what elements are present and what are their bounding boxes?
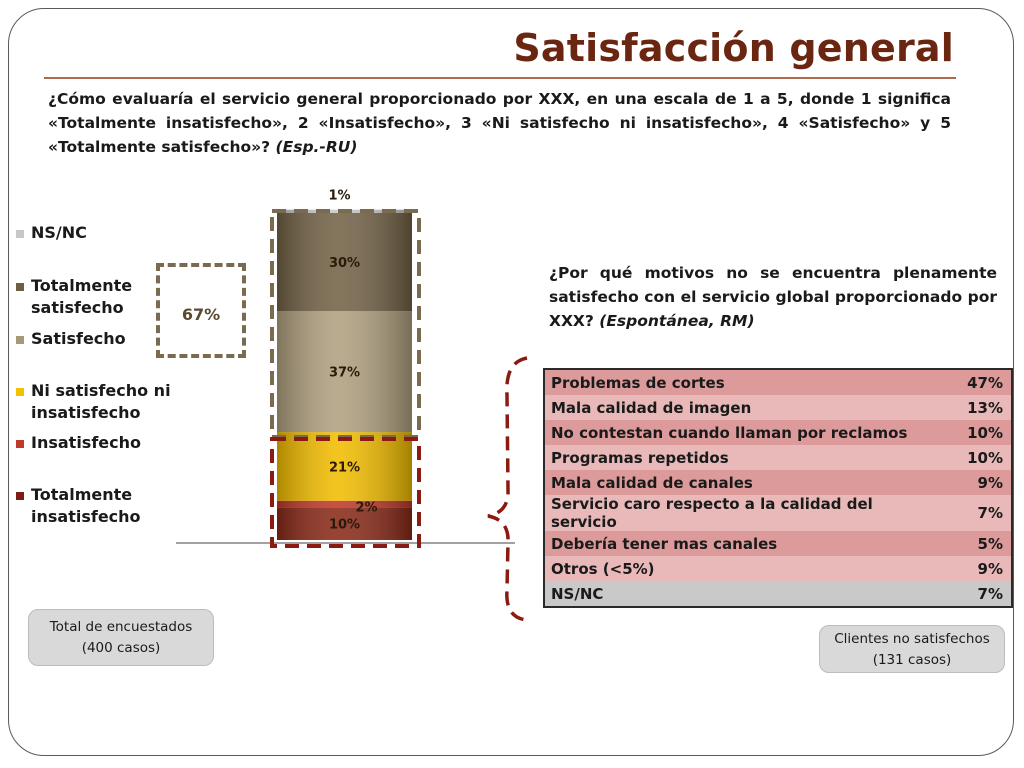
reasons-question (549, 261, 997, 333)
reasons-brace (488, 358, 527, 620)
table-row (544, 581, 1012, 607)
table-row (544, 420, 1012, 445)
question-body: ¿Cómo evaluaría el servicio general proporcionado por XXX, en una escala de 1 a 5, donde 1 significa «Totalmente insatisfecho», 2 «Insatisfecho», 3 «Ni satisfecho ni insatisfecho», 4 «Satisfecho» y 5 «Totalmente satisfecho»? (48, 90, 951, 156)
page-title: Satisfacción general (513, 26, 954, 70)
reasons-question-note: (Espontánea, RM) (599, 312, 755, 330)
reason-value: 10% (967, 423, 1003, 442)
bar-label-ni-satisfecho-ni-insatisfecho: 21% (328, 460, 361, 476)
base-total-line1: Total de encuestados (49, 619, 193, 635)
table-row (544, 556, 1012, 581)
reason-value: 13% (967, 398, 1003, 417)
reason-value: 7% (977, 584, 1003, 603)
reason-value: 47% (967, 373, 1003, 392)
legend-label: Totalmente insatisfecho (31, 485, 141, 526)
reason-label: Problemas de cortes (551, 373, 725, 392)
question-note: (Esp.-RU) (275, 138, 358, 156)
base-total-box (28, 609, 214, 666)
legend-label: Totalmente satisfecho (31, 276, 133, 317)
table-row (544, 531, 1012, 556)
reason-label: Otros (<5%) (551, 559, 655, 578)
reason-value: 10% (967, 448, 1003, 467)
table-row (544, 369, 1012, 395)
table-row (544, 395, 1012, 420)
base-dissatisfied-line1: Clientes no satisfechos (834, 631, 990, 647)
reason-label: Servicio caro respecto a la calidad del servicio (551, 495, 873, 531)
table-row (544, 495, 1012, 531)
legend-label: Ni satisfecho ni insatisfecho (31, 381, 171, 422)
bar-label-satisfecho: 37% (328, 365, 361, 381)
base-dissatisfied-line2: (131 casos) (872, 652, 952, 668)
satisfied-total-value: 67% (181, 305, 221, 324)
table-row (544, 470, 1012, 495)
reason-label: Mala calidad de canales (551, 473, 753, 492)
bar-label-totalmente-insatisfecho: 10% (328, 517, 361, 533)
base-total-line2: (400 casos) (81, 640, 161, 656)
table-row (544, 445, 1012, 470)
reason-value: 9% (977, 473, 1003, 492)
bar-segment-shade-insatisfecho (277, 501, 412, 508)
reason-label: Mala calidad de imagen (551, 398, 752, 417)
reason-value: 9% (977, 559, 1003, 578)
legend-label: NS/NC (31, 223, 87, 242)
reason-label: Programas repetidos (551, 448, 729, 467)
reason-value: 7% (977, 504, 1003, 522)
bar-label-ns-nc: 1% (328, 188, 351, 204)
reason-value: 5% (977, 534, 1003, 553)
reason-label: No contestan cuando llaman por reclamos (551, 423, 908, 442)
reason-label: Debería tener mas canales (551, 534, 778, 553)
base-dissatisfied-box (819, 625, 1005, 673)
legend-label: Insatisfecho (31, 433, 141, 452)
bar-label-totalmente-satisfecho: 30% (328, 256, 361, 272)
legend-label: Satisfecho (31, 329, 126, 348)
reasons-question-body: ¿Por qué motivos no se encuentra plenamente satisfecho con el servicio global proporcionado por XXX? (549, 264, 997, 330)
reason-label: NS/NC (551, 584, 604, 603)
reasons-table (543, 368, 1013, 608)
bar-label-insatisfecho: 2% (355, 500, 378, 516)
